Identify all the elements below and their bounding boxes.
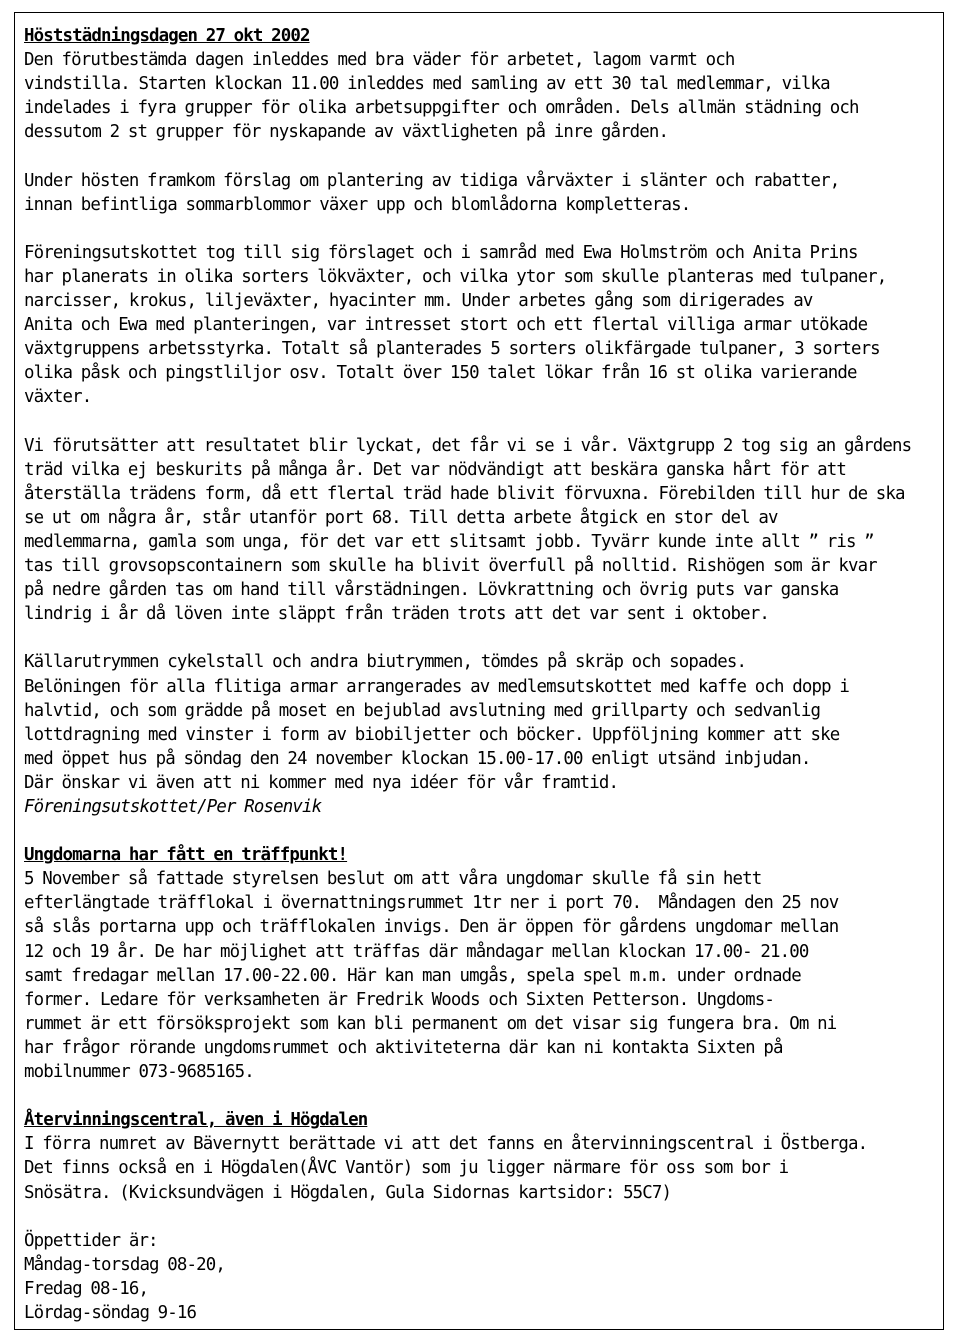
text-line: dessutom 2 st grupper för nyskapande av växtligheten på inre gården. (24, 122, 669, 143)
text-line: växtgruppens arbetsstyrka. Totalt så planterades 5 sorters olikfärgade tulpaner, 3 sorters (24, 339, 880, 360)
signature: Föreningsutskottet/Per Rosenvik (24, 797, 322, 817)
text-line: Det finns också en i Högdalen(ÅVC Vantör) som ju ligger närmare för oss som bor i (24, 1158, 789, 1179)
text-line: 5 November så fattade styrelsen beslut om att våra ungdomar skulle få sin hett (24, 869, 762, 890)
opening-hours-item: Fredag 08-16, (24, 1278, 149, 1299)
opening-hours (24, 1229, 939, 1325)
text-line: Där önskar vi även att ni kommer med nya idéer för vår framtid. (24, 772, 619, 793)
text-line: Belöningen för alla flitiga armar arrangerades av medlemsutskottet med kaffe och dopp i (24, 676, 849, 697)
paragraph (24, 434, 939, 627)
text-line: på nedre gården tas om hand till vårstädningen. Lövkrattning och övrig puts var ganska (24, 580, 839, 601)
paragraph (24, 867, 939, 1084)
text-line: se ut om några år, står utanför port 68. Till detta arbete åtgick en stor del av (24, 507, 778, 528)
text-line: tas till grovsopscontainern som skulle ha blivit överfull på nolltid. Rishögen som är kvar (24, 556, 877, 577)
text-line: Anita och Ewa med planteringen, var intresset stort och ett flertal villiga armar utökade (24, 315, 868, 336)
text-line: narcisser, krokus, liljeväxter, hyacinter mm. Under arbetes gång som dirigerades av (24, 291, 813, 312)
section-title-youth-meeting-point: Ungdomarna har fått en träffpunkt! (24, 845, 348, 866)
text-line: medlemmarna, gamla som unga, för det var ett slitsamt jobb. Tyvärr kunde inte allt ” ris ” (24, 531, 874, 552)
opening-hours-title: Öppettider är: (24, 1230, 158, 1251)
text-line: lottdragning med vinster i form av biobiljetter och böcker. Uppföljning kommer att ske (24, 724, 840, 745)
opening-hours-item: Måndag-torsdag 08-20, (24, 1254, 226, 1275)
text-line: mobilnummer 073-9685165. (24, 1062, 254, 1083)
text-line: Föreningsutskottet tog till sig förslaget och i samråd med Ewa Holmström och Anita Prins (24, 242, 858, 263)
paragraph (24, 48, 939, 144)
text-line: Vi förutsätter att resultatet blir lyckat, det får vi se i vår. Växtgrupp 2 tog sig an gårdens (24, 435, 912, 456)
text-line: Den förutbestämda dagen inleddes med bra väder för arbetet, lagom varmt och (24, 50, 735, 71)
text-line: har planerats in olika sorters lökväxter, och vilka ytor som skulle planteras med tulpaner, (24, 266, 887, 287)
opening-hours-item: Lördag-söndag 9-16 (24, 1302, 197, 1323)
text-line: träd vilka ej beskurits på många år. Det var nödvändigt att beskära ganska hårt för att (24, 459, 846, 480)
text-line: I förra numret av Bävernytt berättade vi att det fanns en återvinningscentral i Östberga. (24, 1134, 868, 1155)
section-title-recycling-center: Återvinningscentral, även i Högdalen (24, 1110, 368, 1131)
text-line: halvtid, och som grädde på moset en bejublad avslutning med grillparty och sedvanlig (24, 700, 821, 721)
text-line: återställa trädens form, då ett flertal träd hade blivit förvuxna. Förebilden till hur de ska (24, 483, 905, 504)
text-line: efterlängtade träfflokal i övernattningsrummet 1tr ner i port 70. Måndagen den 25 nov (24, 893, 839, 914)
text-line: Snösätra. (Kvicksundvägen i Högdalen, Gula Sidornas kartsidor: 55C7) (24, 1182, 672, 1203)
paragraph (24, 241, 939, 410)
paragraph (24, 1132, 939, 1204)
text-line: indelades i fyra grupper för olika arbetsuppgifter och områden. Dels allmän städning och (24, 98, 859, 119)
text-line: Under hösten framkom förslag om plantering av tidiga vårväxter i slänter och rabatter, (24, 170, 840, 191)
text-line: 12 och 19 år. De har möjlighet att träffas där måndagar mellan klockan 17.00- 21.00 (24, 941, 809, 962)
text-line: Källarutrymmen cykelstall och andra biutrymmen, tömdes på skräp och sopades. (24, 652, 747, 673)
text-line: har frågor rörande ungdomsrummet och aktiviteterna där kan ni kontakta Sixten på (24, 1037, 783, 1058)
document-body (24, 24, 939, 1325)
text-line: vindstilla. Starten klockan 11.00 inleddes med samling av ett 30 tal medlemmar, vilka (24, 74, 830, 95)
text-line: rummet är ett försöksprojekt som kan bli permanent om det visar sig fungera bra. Om ni (24, 1013, 837, 1034)
paragraph (24, 650, 939, 795)
text-line: så slås portarna upp och träfflokalen invigs. Den är öppen för gårdens ungdomar mellan (24, 917, 839, 938)
text-line: växter. (24, 387, 92, 408)
text-line: samt fredagar mellan 17.00-22.00. Här kan man umgås, spela spel m.m. under ordnade (24, 965, 801, 986)
section-title-autumn-cleaning: Höststädningsdagen 27 okt 2002 (24, 26, 310, 46)
paragraph (24, 169, 939, 217)
text-line: lindrig i år då löven inte släppt från träden trots att det var sent i oktober. (24, 604, 769, 625)
text-line: med öppet hus på söndag den 24 november klockan 15.00-17.00 enligt utsänd inbjudan. (24, 748, 811, 769)
text-line: innan befintliga sommarblommor växer upp och blomlådorna kompletteras. (24, 194, 691, 215)
text-line: olika påsk och pingstliljor osv. Totalt över 150 talet lökar från 16 st olika varierande (24, 363, 857, 384)
text-line: former. Ledare för verksamheten är Fredrik Woods och Sixten Petterson. Ungdoms- (24, 989, 774, 1010)
